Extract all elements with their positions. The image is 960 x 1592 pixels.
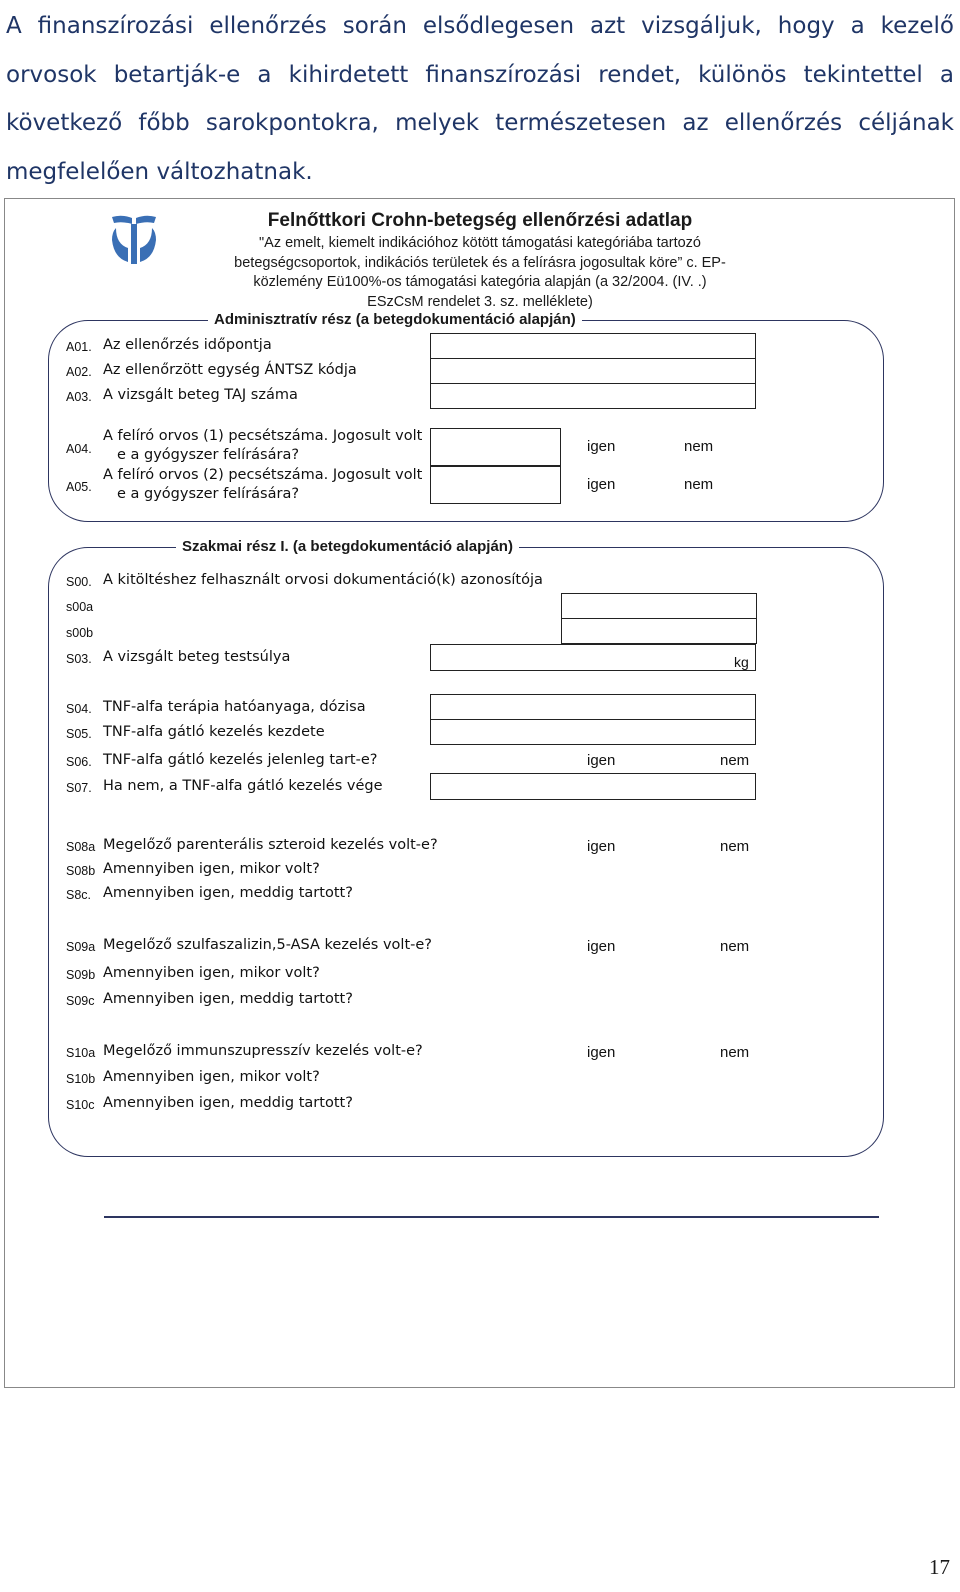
option-no[interactable]: nem [684, 438, 714, 455]
form-title: Felnőttkori Crohn-betegség ellenőrzési adatlap [267, 210, 693, 231]
subtitle-line: közlemény Eü100%-os támogatási kategória alapján (a 32/2004. (IV. .) [253, 274, 707, 290]
row-code: S06. [66, 755, 92, 769]
row-code: S09c [66, 994, 95, 1008]
row-code: s00a [66, 600, 94, 614]
option-yes[interactable]: igen [587, 938, 616, 955]
row-label: TNF-alfa gátló kezelés kezdete [103, 724, 325, 740]
prescriber-1-stamp-field[interactable] [430, 428, 561, 466]
row-label: Az ellenőrzés időpontja [103, 337, 272, 353]
taj-number-field[interactable] [430, 383, 756, 409]
institution-logo [110, 214, 158, 266]
row-code: S04. [66, 702, 92, 716]
row-label: e a gyógyszer felírására? [117, 486, 300, 502]
option-yes[interactable]: igen [587, 1044, 616, 1061]
row-code: S09a [66, 940, 96, 954]
tnf-start-field[interactable] [430, 719, 756, 745]
row-code: S07. [66, 781, 92, 795]
row-label: Ha nem, a TNF-alfa gátló kezelés vége [103, 778, 383, 794]
tnf-agent-dose-field[interactable] [430, 694, 756, 720]
row-label: TNF-alfa terápia hatóanyaga, dózisa [103, 699, 366, 715]
subtitle-line: ESzCsM rendelet 3. sz. melléklete) [367, 293, 593, 310]
row-code: A05. [66, 480, 92, 494]
row-label: Megelőző szulfaszalizin,5-ASA kezelés volt-e? [103, 937, 432, 953]
row-code: S8c. [66, 888, 92, 902]
document-id-field-a[interactable] [561, 593, 757, 619]
row-label: Amennyiben igen, meddig tartott? [103, 991, 353, 1007]
row-code: A03. [66, 390, 92, 404]
intro-paragraph: A finanszírozási ellenőrzés során elsődlegesen azt vizsgáljuk, hogy a kezelő orvosok betartják-e a kihirdetett finanszírozási rendet, különös tekintettel a következő főbb sarokpontokra, melyek természetesen az ellenőrzés céljának megfelelően változhatnak. [6, 13, 954, 185]
page-number: 17 [929, 1555, 950, 1579]
row-code: S03. [66, 652, 92, 666]
subtitle-line: "Az emelt, kiemelt indikációhoz kötött támogatási kategóriába tartozó [259, 235, 701, 251]
row-code: S00. [66, 575, 92, 589]
row-label: Az ellenőrzött egység ÁNTSZ kódja [103, 362, 357, 378]
row-code: S10b [66, 1072, 96, 1086]
form-subtitle [180, 234, 780, 312]
row-label: Megelőző immunszupresszív kezelés volt-e? [103, 1043, 423, 1059]
row-label: A vizsgált beteg TAJ száma [103, 387, 298, 403]
divider [104, 1216, 879, 1218]
row-label: Amennyiben igen, mikor volt? [103, 1069, 320, 1085]
row-label: Amennyiben igen, mikor volt? [103, 861, 320, 877]
prescriber-2-stamp-field[interactable] [430, 466, 561, 504]
row-code: S10c [66, 1098, 95, 1112]
document-id-field-b[interactable] [561, 618, 757, 644]
option-yes[interactable]: igen [587, 838, 616, 855]
row-code: s00b [66, 626, 94, 640]
option-no[interactable]: nem [720, 1044, 750, 1061]
option-no[interactable]: nem [720, 938, 750, 955]
row-code: S08a [66, 840, 96, 854]
subtitle-line: betegségcsoportok, indikációs területek és a felírásra jogosultak köre” c. EP- [234, 254, 726, 271]
row-label: A kitöltéshez felhasznált orvosi dokumentáció(k) azonosítója [103, 572, 543, 588]
row-code: A04. [66, 442, 92, 456]
option-yes[interactable]: igen [587, 476, 616, 493]
row-code: S09b [66, 968, 96, 982]
row-label: A felíró orvos (1) pecsétszáma. Jogosult volt [103, 428, 423, 444]
admin-section-title: Adminisztratív rész (a betegdokumentáció alapján) [208, 311, 582, 328]
row-code: A02. [66, 365, 92, 379]
row-label: A felíró orvos (2) pecsétszáma. Jogosult volt [103, 467, 423, 483]
option-yes[interactable]: igen [587, 752, 616, 769]
row-code: S05. [66, 727, 92, 741]
body-weight-field[interactable] [430, 644, 756, 671]
option-no[interactable]: nem [684, 476, 714, 493]
row-label: e a gyógyszer felírására? [117, 447, 300, 463]
row-label: Amennyiben igen, mikor volt? [103, 965, 320, 981]
row-label: Megelőző parenterális szteroid kezelés volt-e? [103, 837, 438, 853]
inspection-date-field[interactable] [430, 333, 756, 359]
option-no[interactable]: nem [720, 838, 750, 855]
row-code: S10a [66, 1046, 96, 1060]
row-code: S08b [66, 864, 96, 878]
professional-section-title: Szakmai rész I. (a betegdokumentáció alapján) [176, 538, 519, 555]
antsz-code-field[interactable] [430, 358, 756, 384]
tnf-end-field[interactable] [430, 773, 756, 800]
row-label: TNF-alfa gátló kezelés jelenleg tart-e? [103, 752, 378, 768]
row-code: A01. [66, 340, 92, 354]
option-no[interactable]: nem [720, 752, 750, 769]
row-label: A vizsgált beteg testsúlya [103, 649, 291, 665]
unit-label: kg [734, 654, 749, 670]
option-yes[interactable]: igen [587, 438, 616, 455]
row-label: Amennyiben igen, meddig tartott? [103, 885, 353, 901]
row-label: Amennyiben igen, meddig tartott? [103, 1095, 353, 1111]
